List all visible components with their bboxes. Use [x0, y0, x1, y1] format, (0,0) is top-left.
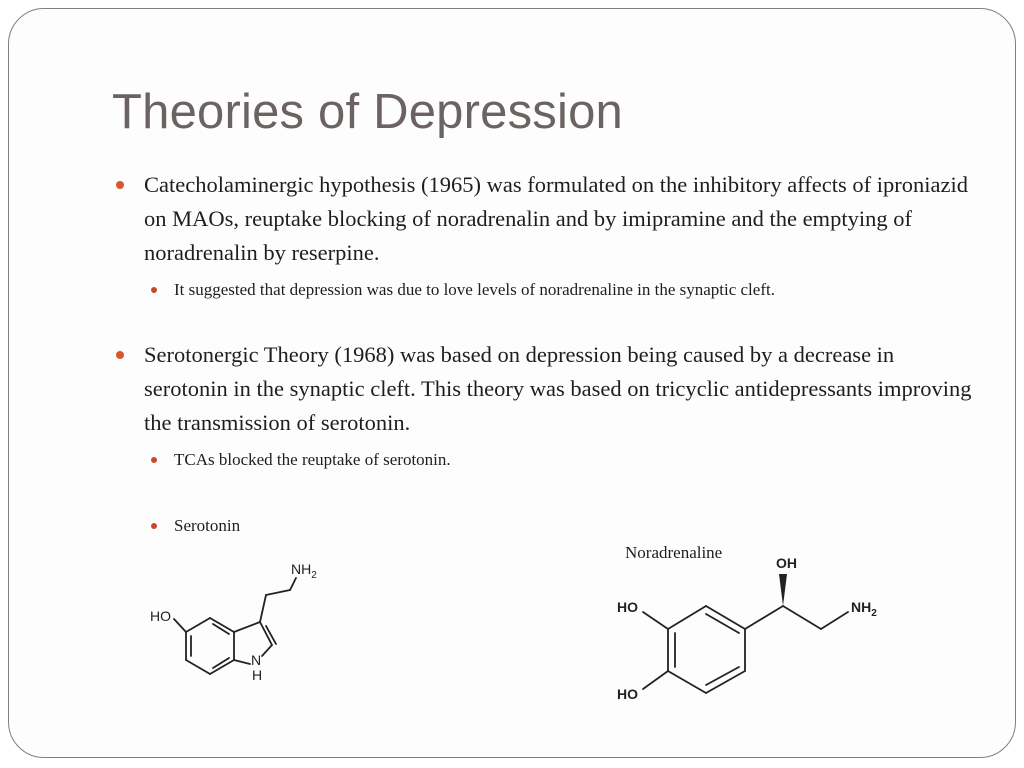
- noradrenaline-caption: Noradrenaline: [625, 543, 723, 562]
- bullet-serotonergic: [144, 338, 974, 440]
- noradrenaline-ho-bottom-label: HO: [617, 686, 638, 702]
- sub-bullet-text: Serotonin: [174, 516, 241, 535]
- bullet-dot: [116, 181, 124, 189]
- serotonin-structure-image: [140, 555, 340, 690]
- sub-bullet-text: It suggested that depression was due to love levels of noradrenaline in the synaptic cleft.: [174, 280, 775, 299]
- noradrenaline-structure-image: [610, 550, 900, 710]
- bullet-text: Serotonergic Theory (1968) was based on depression being caused by a decrease in serotonin in the synaptic cleft. This theory was based on tricyclic antidepressants improving the transmission of serotonin.: [144, 342, 972, 435]
- bullet-text: Catecholaminergic hypothesis (1965) was formulated on the inhibitory affects of iproniazid on MAOs, reuptake blocking of noradrenalin and by imipramine and the emptying of noradrenalin by reserpine.: [144, 172, 968, 265]
- sub-bullet-dot: [151, 457, 157, 463]
- bullet-catecholaminergic: [144, 168, 974, 270]
- slide-title: Theories of Depression: [112, 85, 623, 139]
- sub-bullet-dot: [151, 287, 157, 293]
- bullet-dot: [116, 351, 124, 359]
- noradrenaline-nh2-label: $NH_2$: [851, 599, 877, 619]
- sub-bullet-noradrenaline-levels: [174, 279, 954, 301]
- sub-bullet-serotonin: [174, 515, 954, 537]
- sub-bullet-dot: [151, 523, 157, 529]
- noradrenaline-ho-top-label: HO: [617, 599, 638, 615]
- serotonin-ho-label: HO: [150, 608, 171, 624]
- sub-bullet-text: TCAs blocked the reuptake of serotonin.: [174, 450, 451, 469]
- sub-bullet-tcas: [174, 449, 954, 471]
- wedge-bond: [779, 574, 787, 606]
- serotonin-n-label: N: [251, 652, 262, 668]
- serotonin-nh2-label: $NH_2$: [291, 561, 317, 581]
- noradrenaline-oh-label: OH: [776, 555, 797, 571]
- serotonin-h-label: H: [252, 667, 263, 683]
